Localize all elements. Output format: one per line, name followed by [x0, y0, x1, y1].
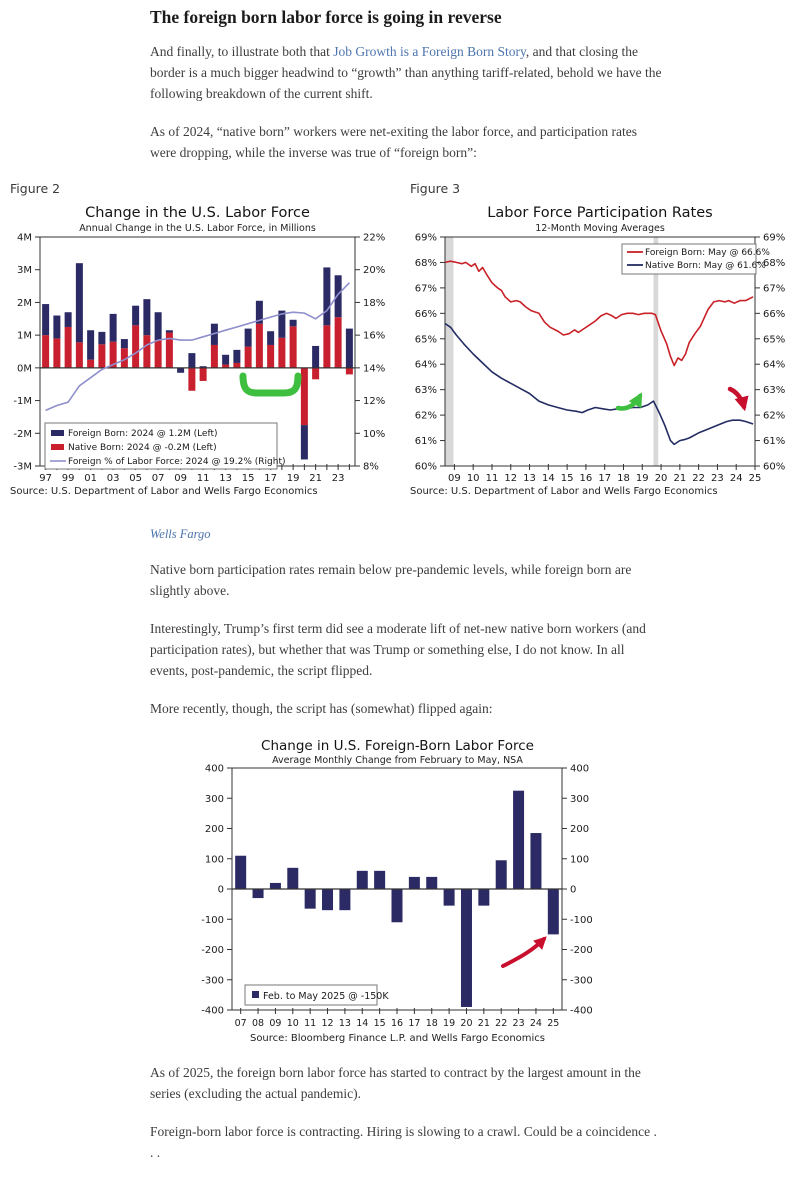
svg-text:60%: 60%	[414, 461, 437, 473]
svg-text:10%: 10%	[363, 428, 386, 440]
figure4-source: Source: Bloomberg Finance L.P. and Wells Fargo Economics	[249, 1033, 546, 1044]
svg-text:12: 12	[504, 473, 518, 484]
svg-text:-100: -100	[201, 914, 224, 926]
svg-text:16: 16	[579, 473, 593, 484]
svg-text:13: 13	[219, 473, 232, 484]
svg-text:8%: 8%	[363, 461, 379, 473]
article-bottom	[150, 1062, 662, 1180]
svg-text:-200: -200	[201, 945, 224, 956]
svg-text:4M: 4M	[17, 232, 32, 244]
svg-text:12: 12	[321, 1018, 334, 1029]
red-arrow-annotation	[730, 389, 744, 407]
paragraph-2: As of 2024, “native born” workers were net-exiting the labor force, and participation rates were dropping, while the inverse was true of “foreign born”:	[150, 124, 637, 160]
svg-text:66%: 66%	[414, 308, 437, 320]
svg-text:22: 22	[692, 473, 706, 484]
svg-text:69%: 69%	[763, 232, 786, 244]
svg-text:64%: 64%	[414, 359, 437, 371]
svg-text:-200: -200	[570, 945, 593, 956]
figure3-chart[interactable]	[400, 230, 799, 490]
svg-text:Native Born: May @ 61.6%: Native Born: May @ 61.6%	[645, 261, 766, 271]
svg-text:62%: 62%	[414, 410, 437, 422]
svg-text:22: 22	[495, 1018, 508, 1029]
svg-text:18%: 18%	[363, 297, 386, 309]
svg-text:61%: 61%	[763, 436, 786, 448]
svg-text:11: 11	[485, 473, 499, 484]
svg-text:19: 19	[286, 473, 300, 484]
svg-text:12%: 12%	[363, 396, 386, 408]
paragraph-7: Foreign-born labor force is contracting. Hiring is slowing to a crawl. Could be a coincidence . . .	[150, 1124, 657, 1160]
svg-text:Foreign Born: May @ 66.6%: Foreign Born: May @ 66.6%	[645, 248, 770, 258]
svg-text:22%: 22%	[363, 232, 386, 244]
svg-text:23: 23	[331, 473, 345, 484]
svg-text:67%: 67%	[414, 283, 437, 295]
svg-text:-300: -300	[201, 975, 224, 987]
svg-text:18: 18	[425, 1018, 438, 1029]
svg-text:200: 200	[570, 824, 590, 835]
svg-text:-400: -400	[570, 1005, 593, 1017]
svg-text:23: 23	[512, 1018, 525, 1029]
svg-text:21: 21	[477, 1018, 490, 1029]
svg-text:-100: -100	[570, 914, 593, 926]
svg-text:03: 03	[106, 473, 120, 484]
svg-text:2M: 2M	[17, 297, 32, 309]
svg-text:01: 01	[84, 473, 97, 484]
svg-text:1M: 1M	[17, 330, 32, 342]
svg-text:14: 14	[356, 1018, 369, 1029]
paragraph-5: More recently, though, the script has (somewhat) flipped again:	[150, 701, 493, 716]
figure3-subtitle: 12-Month Moving Averages	[535, 223, 665, 234]
svg-text:19: 19	[443, 1018, 456, 1029]
svg-text:07: 07	[234, 1018, 247, 1029]
green-arrow-annotation	[618, 396, 640, 408]
svg-text:21: 21	[673, 473, 687, 484]
svg-text:24: 24	[729, 473, 743, 484]
svg-text:08: 08	[252, 1018, 265, 1029]
paragraph-1	[150, 41, 662, 104]
svg-text:Native Born: 2024 @ -0.2M (Lef: Native Born: 2024 @ -0.2M (Left)	[68, 443, 217, 453]
svg-text:14: 14	[541, 473, 555, 484]
svg-text:200: 200	[204, 824, 224, 835]
svg-text:63%: 63%	[414, 385, 437, 397]
svg-text:69%: 69%	[414, 232, 437, 244]
svg-text:68%: 68%	[763, 257, 786, 269]
svg-text:400: 400	[204, 763, 224, 775]
svg-text:05: 05	[129, 473, 142, 484]
figure4	[195, 735, 605, 1057]
figure4-subtitle: Average Monthly Change from February to May, NSA	[272, 755, 523, 766]
page-title: The foreign born labor force is going in reverse	[150, 7, 502, 27]
wells-fargo-caption-link[interactable]: Wells Fargo	[150, 527, 211, 541]
svg-text:Feb. to May 2025 @ -150K: Feb. to May 2025 @ -150K	[263, 991, 389, 1002]
svg-text:10: 10	[466, 473, 480, 484]
svg-text:10: 10	[286, 1018, 299, 1029]
svg-text:0: 0	[570, 884, 577, 896]
svg-text:0: 0	[217, 884, 224, 896]
paragraph-4: Interestingly, Trump’s first term did see a moderate lift of net-new native born workers (and participation rates), but whether that was Trump or something else, I do not know. In all events, post-pandemic, the script flipped.	[150, 621, 646, 678]
svg-text:20: 20	[654, 473, 668, 484]
svg-text:-400: -400	[201, 1005, 224, 1017]
svg-text:17: 17	[264, 473, 277, 484]
figure3	[400, 178, 799, 510]
svg-text:13: 13	[338, 1018, 351, 1029]
svg-text:11: 11	[304, 1018, 317, 1029]
paragraph-6: As of 2025, the foreign born labor force has started to contract by the largest amount in the series (excluding the actual pandemic).	[150, 1065, 641, 1101]
svg-text:13: 13	[523, 473, 536, 484]
svg-text:300: 300	[570, 793, 590, 805]
job-growth-story-link[interactable]: Job Growth is a Foreign Born Story	[333, 44, 526, 59]
svg-text:-1M: -1M	[13, 396, 32, 408]
figure2-title: Change in the U.S. Labor Force	[85, 205, 310, 221]
svg-text:09: 09	[269, 1018, 282, 1029]
svg-text:24: 24	[529, 1018, 542, 1029]
svg-text:Foreign % of Labor Force: 2024: Foreign % of Labor Force: 2024 @ 19.2% (Right)	[68, 457, 286, 467]
figure4-title: Change in U.S. Foreign-Born Labor Force	[261, 738, 534, 754]
figure3-source: Source: U.S. Department of Labor and Wells Fargo Economics	[410, 486, 718, 497]
svg-text:23: 23	[711, 473, 724, 484]
article-top	[150, 6, 662, 180]
figure2-chart[interactable]	[0, 230, 400, 490]
svg-text:99: 99	[61, 473, 75, 484]
svg-text:17: 17	[598, 473, 612, 484]
svg-text:25: 25	[748, 473, 762, 484]
green-bracket-annotation	[243, 376, 298, 393]
svg-text:21: 21	[309, 473, 322, 484]
svg-text:65%: 65%	[763, 334, 786, 346]
svg-text:62%: 62%	[763, 410, 786, 422]
svg-text:97: 97	[39, 473, 52, 484]
svg-text:20: 20	[460, 1018, 473, 1029]
svg-text:300: 300	[204, 793, 224, 805]
svg-text:11: 11	[196, 473, 210, 484]
svg-text:15: 15	[560, 473, 574, 484]
svg-text:09: 09	[448, 473, 461, 484]
paragraph-1-text-after: , and that closing the border is a much bigger headwind to “growth” than anything tariff-related, behold we have the following breakdown of the current shift.	[150, 44, 662, 101]
svg-text:15: 15	[373, 1018, 386, 1029]
svg-text:64%: 64%	[763, 359, 786, 371]
red-arrow-annotation	[503, 939, 544, 966]
svg-text:-2M: -2M	[13, 428, 32, 440]
svg-text:66%: 66%	[763, 308, 786, 320]
svg-text:63%: 63%	[763, 385, 786, 397]
figures-row	[0, 178, 799, 510]
figure4-chart[interactable]	[195, 763, 605, 1035]
svg-text:15: 15	[241, 473, 255, 484]
svg-text:-300: -300	[570, 975, 593, 987]
svg-text:61%: 61%	[414, 436, 437, 448]
svg-text:60%: 60%	[763, 461, 786, 473]
svg-text:20%: 20%	[363, 265, 386, 277]
svg-text:19: 19	[635, 473, 649, 484]
svg-text:07: 07	[151, 473, 165, 484]
svg-text:100: 100	[570, 854, 590, 866]
figure2-label: Figure 2	[10, 181, 61, 196]
svg-text:17: 17	[408, 1018, 421, 1029]
svg-text:100: 100	[204, 854, 224, 866]
svg-text:16: 16	[390, 1018, 404, 1029]
article-middle	[150, 559, 662, 736]
svg-text:68%: 68%	[414, 257, 437, 269]
figure2-source: Source: U.S. Department of Labor and Wells Fargo Economics	[10, 486, 318, 497]
svg-text:67%: 67%	[763, 283, 786, 295]
figure3-title: Labor Force Participation Rates	[487, 205, 713, 221]
svg-text:14%: 14%	[363, 363, 386, 375]
paragraph-1-text: And finally, to illustrate both that	[150, 44, 334, 59]
figure3-label: Figure 3	[410, 181, 461, 196]
svg-text:18: 18	[617, 473, 630, 484]
svg-text:16%: 16%	[363, 330, 386, 342]
svg-text:Foreign Born: 2024 @ 1.2M (Lef: Foreign Born: 2024 @ 1.2M (Left)	[68, 429, 218, 439]
svg-text:0M: 0M	[17, 363, 32, 375]
figure2-subtitle: Annual Change in the U.S. Labor Force, in Millions	[79, 223, 316, 234]
paragraph-3: Native born participation rates remain below pre-pandemic levels, while foreign born are slightly above.	[150, 562, 632, 598]
svg-text:25: 25	[547, 1018, 560, 1029]
figure2	[0, 178, 400, 510]
svg-text:400: 400	[570, 763, 590, 775]
svg-text:09: 09	[174, 473, 187, 484]
svg-text:65%: 65%	[414, 334, 437, 346]
svg-text:3M: 3M	[17, 265, 32, 277]
svg-text:-3M: -3M	[13, 461, 32, 473]
